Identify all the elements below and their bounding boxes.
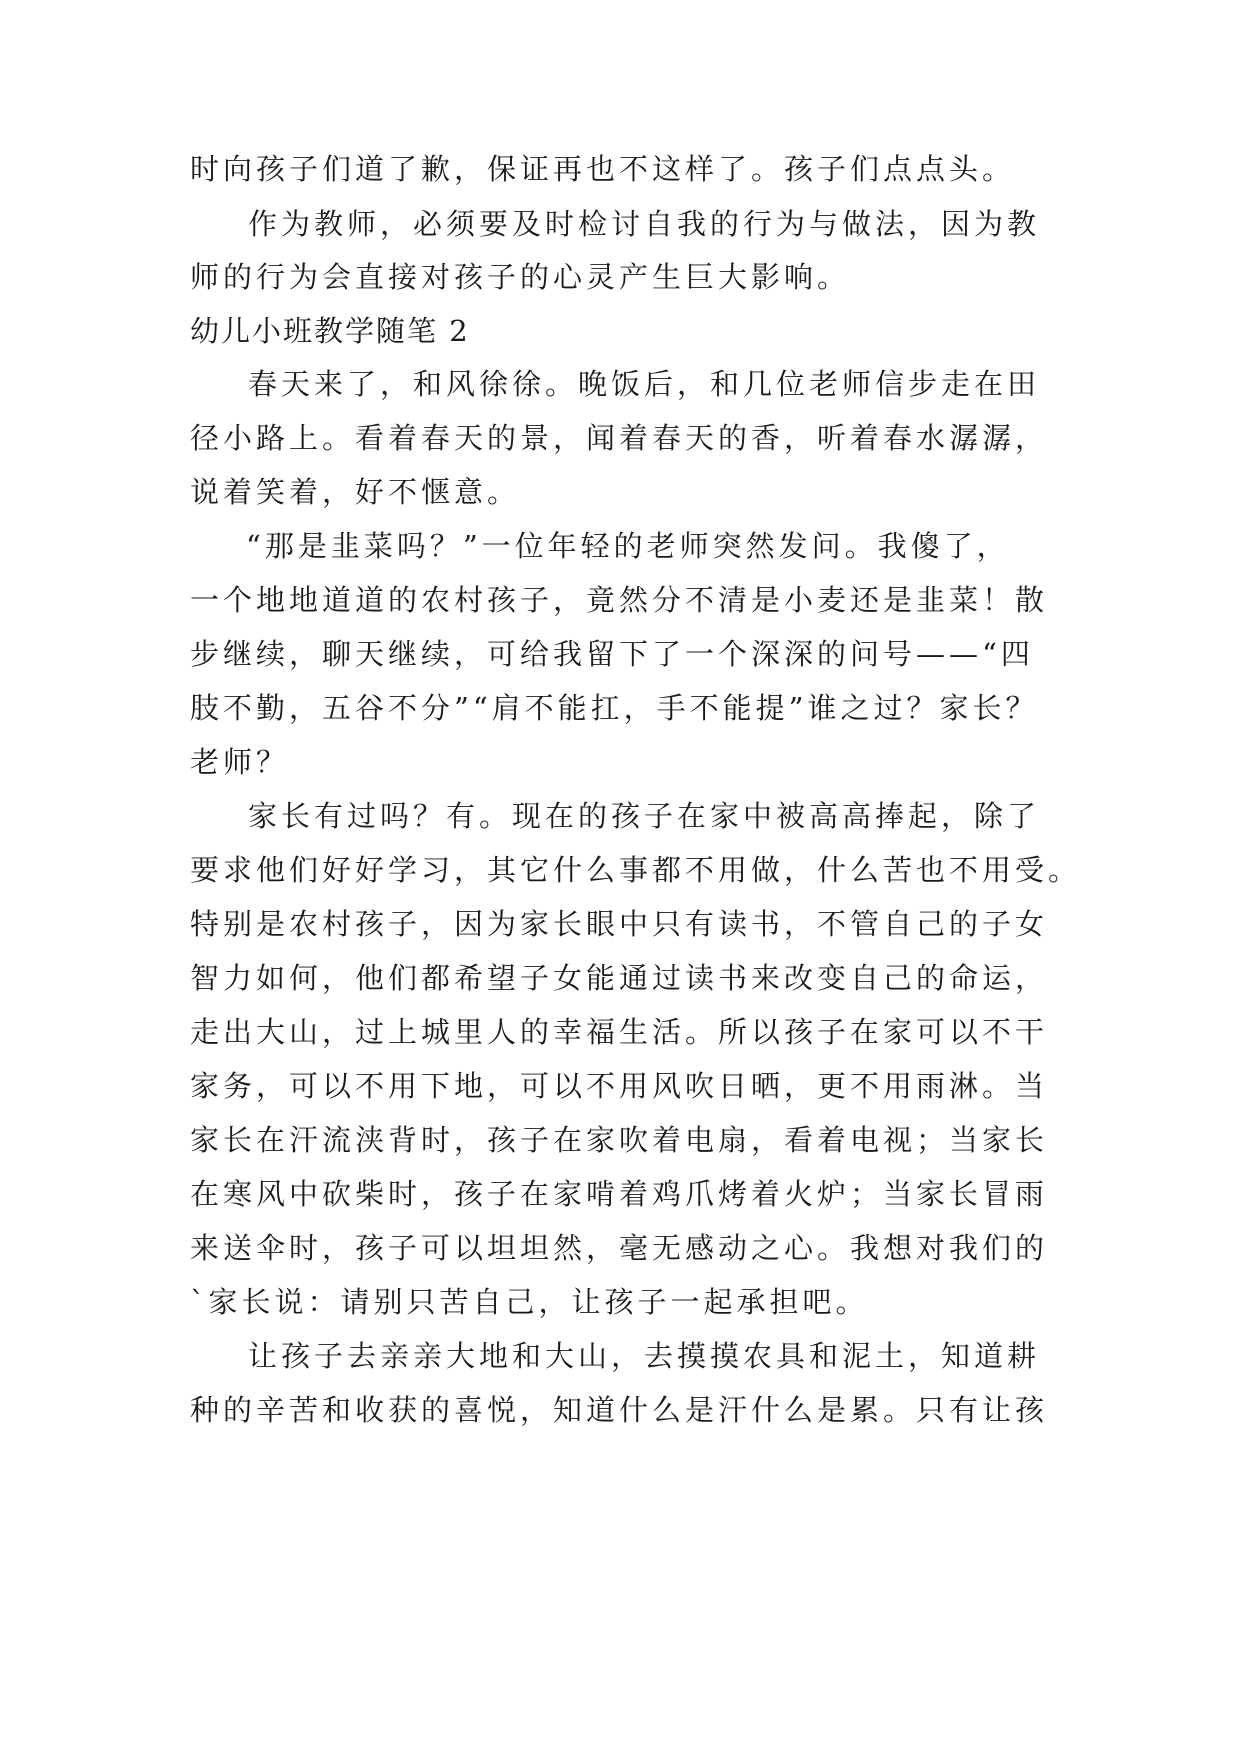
text-line: 作为教师，必须要及时检讨自我的行为与做法，因为教 — [248, 207, 1041, 241]
text-line: 步继续，聊天继续，可给我留下了一个深深的问号——“四 — [190, 637, 1034, 671]
text-line: 让孩子去亲亲大地和大山，去摸摸农具和泥土，知道耕 — [248, 1339, 1041, 1373]
text-line: 一个地地道道的农村孩子，竟然分不清是小麦还是韭菜！散 — [190, 583, 1049, 617]
text-line: 智力如何，他们都希望子女能通过读书来改变自己的命运， — [190, 961, 1049, 995]
text-line: 在寒风中砍柴时，孩子在家啃着鸡爪烤着火炉；当家长冒雨 — [190, 1177, 1049, 1211]
text-line: 师的行为会直接对孩子的心灵产生巨大影响。 — [190, 260, 851, 294]
text-line: 肢不勤，五谷不分”“肩不能扛，手不能提”谁之过？家长？ — [190, 691, 1039, 725]
text-line: 种的辛苦和收获的喜悦，知道什么是汗什么是累。只有让孩 — [190, 1393, 1049, 1427]
text-line: 家长有过吗？有。现在的孩子在家中被高高捧起，除了 — [248, 799, 1041, 833]
text-line: 径小路上。看着春天的景，闻着春天的香，听着春水潺潺， — [190, 421, 1049, 455]
text-line: 走出大山，过上城里人的幸福生活。所以孩子在家可以不干 — [190, 1015, 1049, 1049]
text-line: 特别是农村孩子，因为家长眼中只有读书，不管自己的子女 — [190, 907, 1049, 941]
text-line: 春天来了，和风徐徐。晚饭后，和几位老师信步走在田 — [248, 367, 1041, 401]
section-heading: 幼儿小班教学随笔 2 — [190, 314, 470, 348]
text-line: 说着笑着，好不惬意。 — [190, 475, 521, 509]
text-line: 要求他们好好学习，其它什么事都不用做，什么苦也不用受。 — [190, 853, 1082, 887]
text-line: 家务，可以不用下地，可以不用风吹日晒，更不用雨淋。当 — [190, 1069, 1049, 1103]
text-line: “那是韭菜吗？”一位年轻的老师突然发问。我傻了， — [246, 529, 1010, 563]
text-line: 家长在汗流浃背时，孩子在家吹着电扇，看着电视；当家长 — [190, 1123, 1049, 1157]
text-line: 时向孩子们道了歉，保证再也不这样了。孩子们点点头。 — [190, 152, 1016, 186]
text-line: `家长说：请别只苦自己，让孩子一起承担吧。 — [190, 1285, 869, 1319]
text-line: 来送伞时，孩子可以坦坦然，毫无感动之心。我想对我们的 — [190, 1231, 1049, 1265]
text-line: 老师？ — [190, 745, 290, 779]
